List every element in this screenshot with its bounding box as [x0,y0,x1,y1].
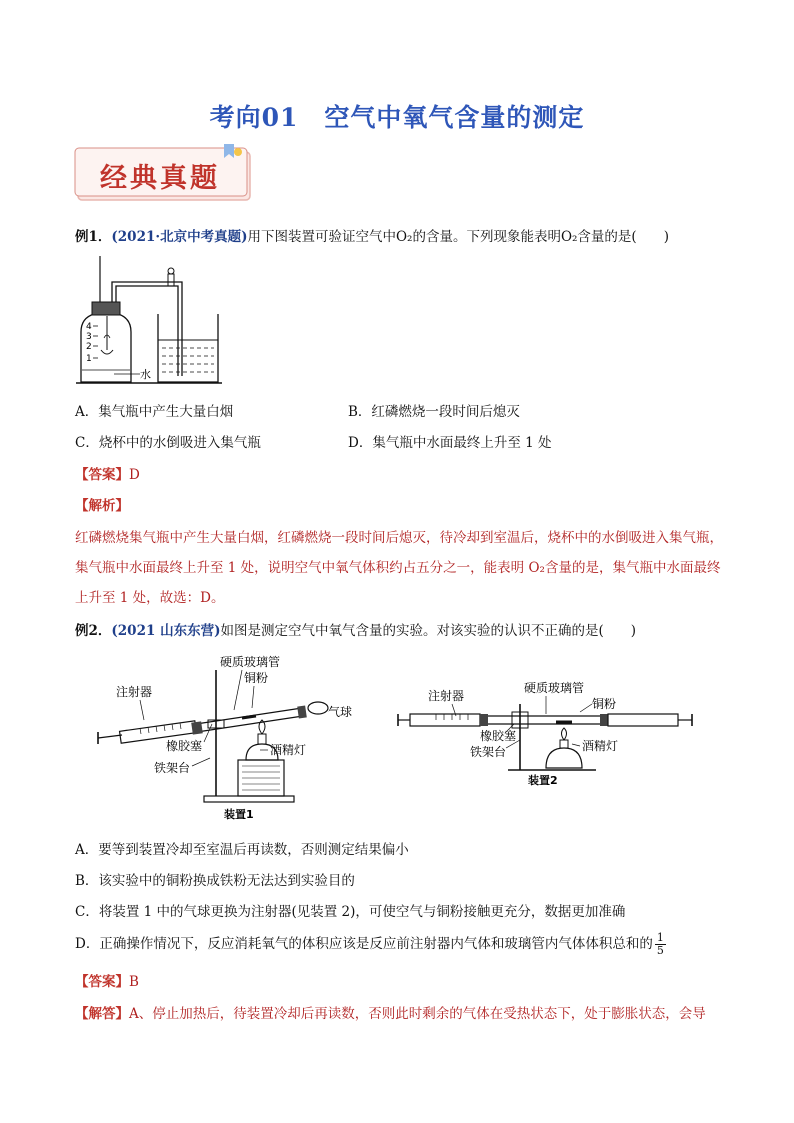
ex2-option-d-text: D．正确操作情况下，反应消耗氧气的体积应该是反应前注射器内气体和玻璃管内气体体积总和的 [75,936,653,952]
ex1-label: 例1． [75,229,112,245]
svg-text:橡胶塞: 橡胶塞 [166,739,203,753]
svg-text:酒精灯: 酒精灯 [582,739,619,753]
ex1-question: 用下图装置可验证空气中O₂的含量。下列现象能表明O₂含量的是( ) [247,229,669,245]
ex2-option-a: A．要等到装置冷却至室温后再读数，否则测定结果偏小 [75,842,409,858]
ex2-option-d [75,932,666,957]
svg-text:硬质玻璃管: 硬质玻璃管 [220,655,281,669]
mark-1: 1 [86,354,92,364]
ex2-analysis-text: A、停止加热后，待装置冷却后再读数，否则此时剩余的气体在受热状态下，处于膨胀状态，会导 [129,1006,706,1022]
ex1-apparatus-figure [74,254,224,390]
banner-title: 经典真题 [100,163,220,194]
mark-3: 3 [86,332,92,342]
svg-text:橡胶塞: 橡胶塞 [480,729,517,743]
mark-2: 2 [86,342,92,352]
ex2-analysis [75,1004,706,1024]
ex2-answer-value: B [129,974,139,990]
ex1-stem [75,227,669,247]
svg-text:硬质玻璃管: 硬质玻璃管 [524,681,585,695]
ex1-option-a: A．集气瓶中产生大量白烟 [75,404,234,420]
ex2-answer-tag: 【答案】 [75,974,129,990]
svg-text:铜粉: 铜粉 [244,671,269,685]
ex2-label: 例2． [75,623,112,639]
ex1-analysis: 红磷燃烧集气瓶中产生大量白烟，红磷燃烧一段时间后熄灭，待冷却到室温后，烧杯中的水倒吸进入集气瓶，集气瓶中水面最终上升至 1 处，说明空气中氧气体积约占五分之一，能表明 O₂含量的是，集气瓶中水面最终上升至 1 处，故选：D。 [75,530,723,606]
pin-icon [234,148,242,156]
ex1-option-d: D．集气瓶中水面最终上升至 1 处 [348,435,552,451]
mark-4: 4 [86,322,92,332]
water-label: 水 [140,368,151,381]
ex2-stem [75,621,636,641]
svg-text:装置2: 装置2 [528,774,558,787]
ex1-option-b: B．红磷燃烧一段时间后熄灭 [348,404,520,420]
svg-text:气球: 气球 [328,705,353,719]
ex2-source: (2021 山东东营) [111,623,221,639]
svg-text:铜粉: 铜粉 [592,697,617,711]
ex1-answer-tag: 【答案】 [75,467,129,483]
ex2-apparatus-1 [92,650,362,822]
svg-text:铁架台: 铁架台 [154,761,191,775]
svg-text:注射器: 注射器 [428,689,465,703]
svg-text:酒精灯: 酒精灯 [270,743,307,757]
ex1-answer-value: D [129,467,140,483]
ex1-option-c: C．烧杯中的水倒吸进入集气瓶 [75,435,261,451]
svg-text:注射器: 注射器 [116,685,153,699]
ex2-analysis-tag: 【解答】 [75,1006,129,1022]
ex1-answer [75,465,140,485]
ex2-option-c: C．将装置 1 中的气球更换为注射器(见装置 2)，可使空气与铜粉接触更充分，数据更加准确 [75,904,626,920]
fraction: $\frac{1}{5}$ [656,931,664,957]
ex2-option-b: B．该实验中的铜粉换成铁粉无法达到实验目的 [75,873,355,889]
flame-icon [562,728,567,740]
ex1-analysis-tag: 【解析】 [75,498,129,514]
svg-text:铁架台: 铁架台 [470,745,507,759]
ex2-question: 如图是测定空气中氧气含量的实验。对该实验的认识不正确的是( ) [220,623,637,639]
ex2-answer [75,972,139,992]
ex1-source: (2021·北京中考真题) [111,229,248,245]
ex2-apparatus-2 [396,678,696,794]
page-title: 考向01 空气中氧气含量的测定 [209,103,585,132]
svg-text:装置1: 装置1 [224,808,254,821]
